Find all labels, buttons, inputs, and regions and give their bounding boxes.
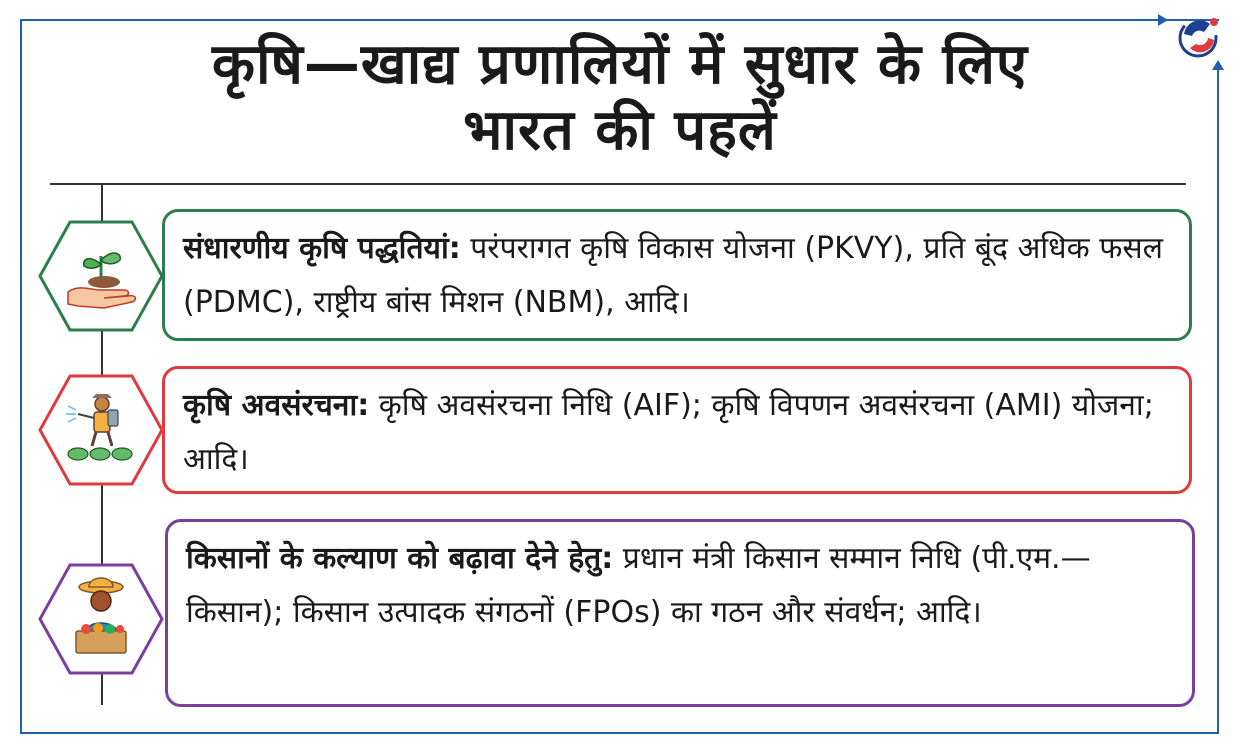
initiative-card-3 bbox=[165, 519, 1195, 707]
card-3-heading: किसानों के कल्याण को बढ़ावा देने हेतु: bbox=[186, 541, 614, 576]
card-2-heading: कृषि अवसंरचना: bbox=[183, 388, 370, 423]
hexagon-item-3 bbox=[38, 563, 164, 675]
hexagon-item-2 bbox=[38, 374, 164, 486]
card-1-heading: संधारणीय कृषि पद्धतियां: bbox=[183, 231, 461, 266]
initiative-card-2 bbox=[162, 366, 1192, 494]
page-frame-right bbox=[1217, 62, 1219, 734]
frame-arrow-top bbox=[1158, 14, 1168, 26]
page-title bbox=[40, 32, 1200, 164]
title-divider bbox=[50, 183, 1186, 185]
title-line-1: कृषि—खाद्य प्रणालियों में सुधार के लिए bbox=[212, 32, 1028, 97]
initiative-card-1 bbox=[162, 209, 1192, 341]
card-1-text: परंपरागत कृषि विकास योजना (PKVY), प्रति बूंद अधिक फसल (PDMC), राष्ट्रीय बांस मिशन (NBM), आदि। bbox=[183, 231, 1163, 320]
hexagon-item-1 bbox=[38, 220, 164, 332]
card-3-text: प्रधान मंत्री किसान सम्मान निधि (पी.एम.—किसान); किसान उत्पादक संगठनों (FPOs) का गठन और संवर्धन; आदि। bbox=[186, 541, 1091, 630]
card-2-text: कृषि अवसंरचना निधि (AIF); कृषि विपणन अवसंरचना (AMI) योजना; आदि। bbox=[183, 388, 1154, 477]
title-line-2: भारत की पहलें bbox=[463, 98, 777, 163]
